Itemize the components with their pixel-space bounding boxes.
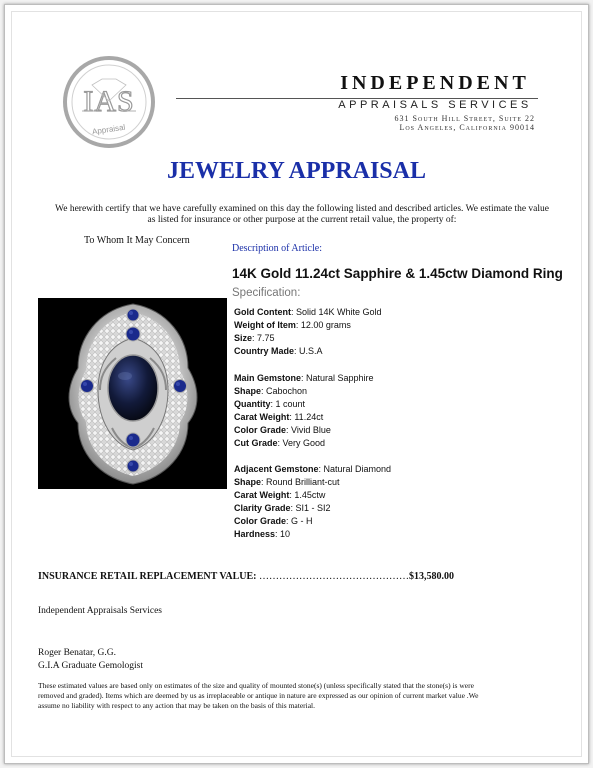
spec-row bbox=[234, 528, 391, 541]
certification-text: We herewith certify that we have carefully examined on this day the following listed and described articles. We estimate the value as listed for insurance or other purpose at the current retail value, the property of: bbox=[55, 204, 549, 225]
recipient-text: To Whom It May Concern bbox=[84, 235, 190, 246]
spec-label: Quantity bbox=[234, 399, 271, 410]
insurance-label: INSURANCE RETAIL REPLACEMENT VALUE: bbox=[38, 571, 257, 582]
spec-row bbox=[234, 502, 391, 515]
address-line-2: Los Angeles, California 90014 bbox=[399, 123, 535, 132]
spec-value: : Solid 14K White Gold bbox=[291, 307, 382, 317]
spec-value: : Cabochon bbox=[261, 386, 308, 397]
spec-label: Carat Weight bbox=[234, 412, 290, 423]
item-title: 14K Gold 11.24ct Sapphire & 1.45ctw Diamond Ring bbox=[232, 266, 563, 281]
spec-value: : 10 bbox=[275, 529, 291, 540]
spec-label: Weight of Item bbox=[234, 320, 296, 331]
spec-label: Adjacent Gemstone bbox=[234, 464, 319, 474]
spec-value: : Very Good bbox=[277, 438, 326, 449]
insurance-dots: ……………………………………… bbox=[258, 571, 409, 582]
spec-value: : 11.24ct bbox=[289, 412, 324, 423]
spec-label: Shape bbox=[234, 477, 262, 488]
spec-value: : 7.75 bbox=[252, 333, 275, 344]
spec-row bbox=[234, 411, 374, 424]
spec-row bbox=[234, 319, 382, 332]
company-name: INDEPENDENT bbox=[340, 72, 530, 94]
spec-row bbox=[234, 306, 382, 319]
spec-row bbox=[234, 463, 391, 476]
spec-label: Hardness bbox=[234, 529, 276, 540]
spec-row bbox=[234, 489, 391, 502]
spec-row bbox=[234, 385, 374, 398]
spec-value: : U.S.A bbox=[294, 346, 323, 357]
signature-title: G.I.A Graduate Gemologist bbox=[38, 661, 144, 671]
spec-row bbox=[234, 345, 382, 358]
company-subtitle: APPRAISALS SERVICES bbox=[338, 99, 532, 111]
specs-adjacent-gemstone bbox=[234, 463, 391, 542]
specs-general bbox=[234, 306, 382, 358]
logo-text: IAS bbox=[83, 85, 135, 118]
spec-row bbox=[234, 398, 374, 411]
spec-label: Color Grade bbox=[234, 516, 287, 527]
spec-label: Gold Content bbox=[234, 307, 291, 317]
specs-main-gemstone bbox=[234, 372, 374, 451]
insurance-value: $13,580.00 bbox=[408, 571, 454, 582]
ring-photo bbox=[38, 298, 227, 489]
spec-label: Main Gemstone bbox=[234, 373, 302, 383]
spec-label: Carat Weight bbox=[234, 490, 290, 501]
address-line-1: 631 South Hill Street, Suite 22 bbox=[394, 114, 535, 123]
description-label: Description of Article: bbox=[232, 243, 322, 254]
spec-row bbox=[234, 476, 391, 489]
spec-value: : Round Brilliant-cut bbox=[261, 477, 340, 488]
spec-value: : 1 count bbox=[270, 399, 306, 410]
spec-label: Size bbox=[234, 333, 253, 344]
spec-value: : Natural Diamond bbox=[318, 464, 392, 474]
insurance-value-line bbox=[38, 571, 454, 582]
signature-name: Roger Benatar, G.G. bbox=[38, 648, 116, 658]
company-footer: Independent Appraisals Services bbox=[38, 606, 162, 616]
spec-label: Clarity Grade bbox=[234, 503, 291, 514]
page-title: JEWELRY APPRAISAL bbox=[167, 158, 426, 184]
spec-row bbox=[234, 424, 374, 437]
spec-row bbox=[234, 437, 374, 450]
spec-row bbox=[234, 372, 374, 385]
disclaimer-text: These estimated values are based only on estimates of the size and quality of mounted stone(s) (unless specifically stated that the stone(s) is were removed and graded). Items which are deemed by us as irreplaceable or antique in nature are expressed as our opinion of current market value .We assume no liability with respect to any action that may be taken on the basis of this material. bbox=[38, 681, 479, 710]
spec-value: : 1.45ctw bbox=[289, 490, 326, 501]
ias-logo bbox=[62, 55, 156, 149]
spec-label: Cut Grade bbox=[234, 438, 278, 449]
spec-value: : G - H bbox=[286, 516, 313, 527]
spec-label: Country Made bbox=[234, 346, 295, 357]
spec-value: : Vivid Blue bbox=[286, 425, 331, 436]
spec-value: : SI1 - SI2 bbox=[290, 503, 331, 514]
spec-row bbox=[234, 515, 391, 528]
logo-subtext: Appraisal bbox=[91, 122, 126, 137]
spec-row bbox=[234, 332, 382, 345]
specification-label: Specification: bbox=[232, 287, 301, 299]
spec-value: : 12.00 grams bbox=[295, 320, 351, 331]
spec-label: Color Grade bbox=[234, 425, 287, 436]
spec-label: Shape bbox=[234, 386, 262, 397]
spec-value: : Natural Sapphire bbox=[301, 373, 374, 383]
